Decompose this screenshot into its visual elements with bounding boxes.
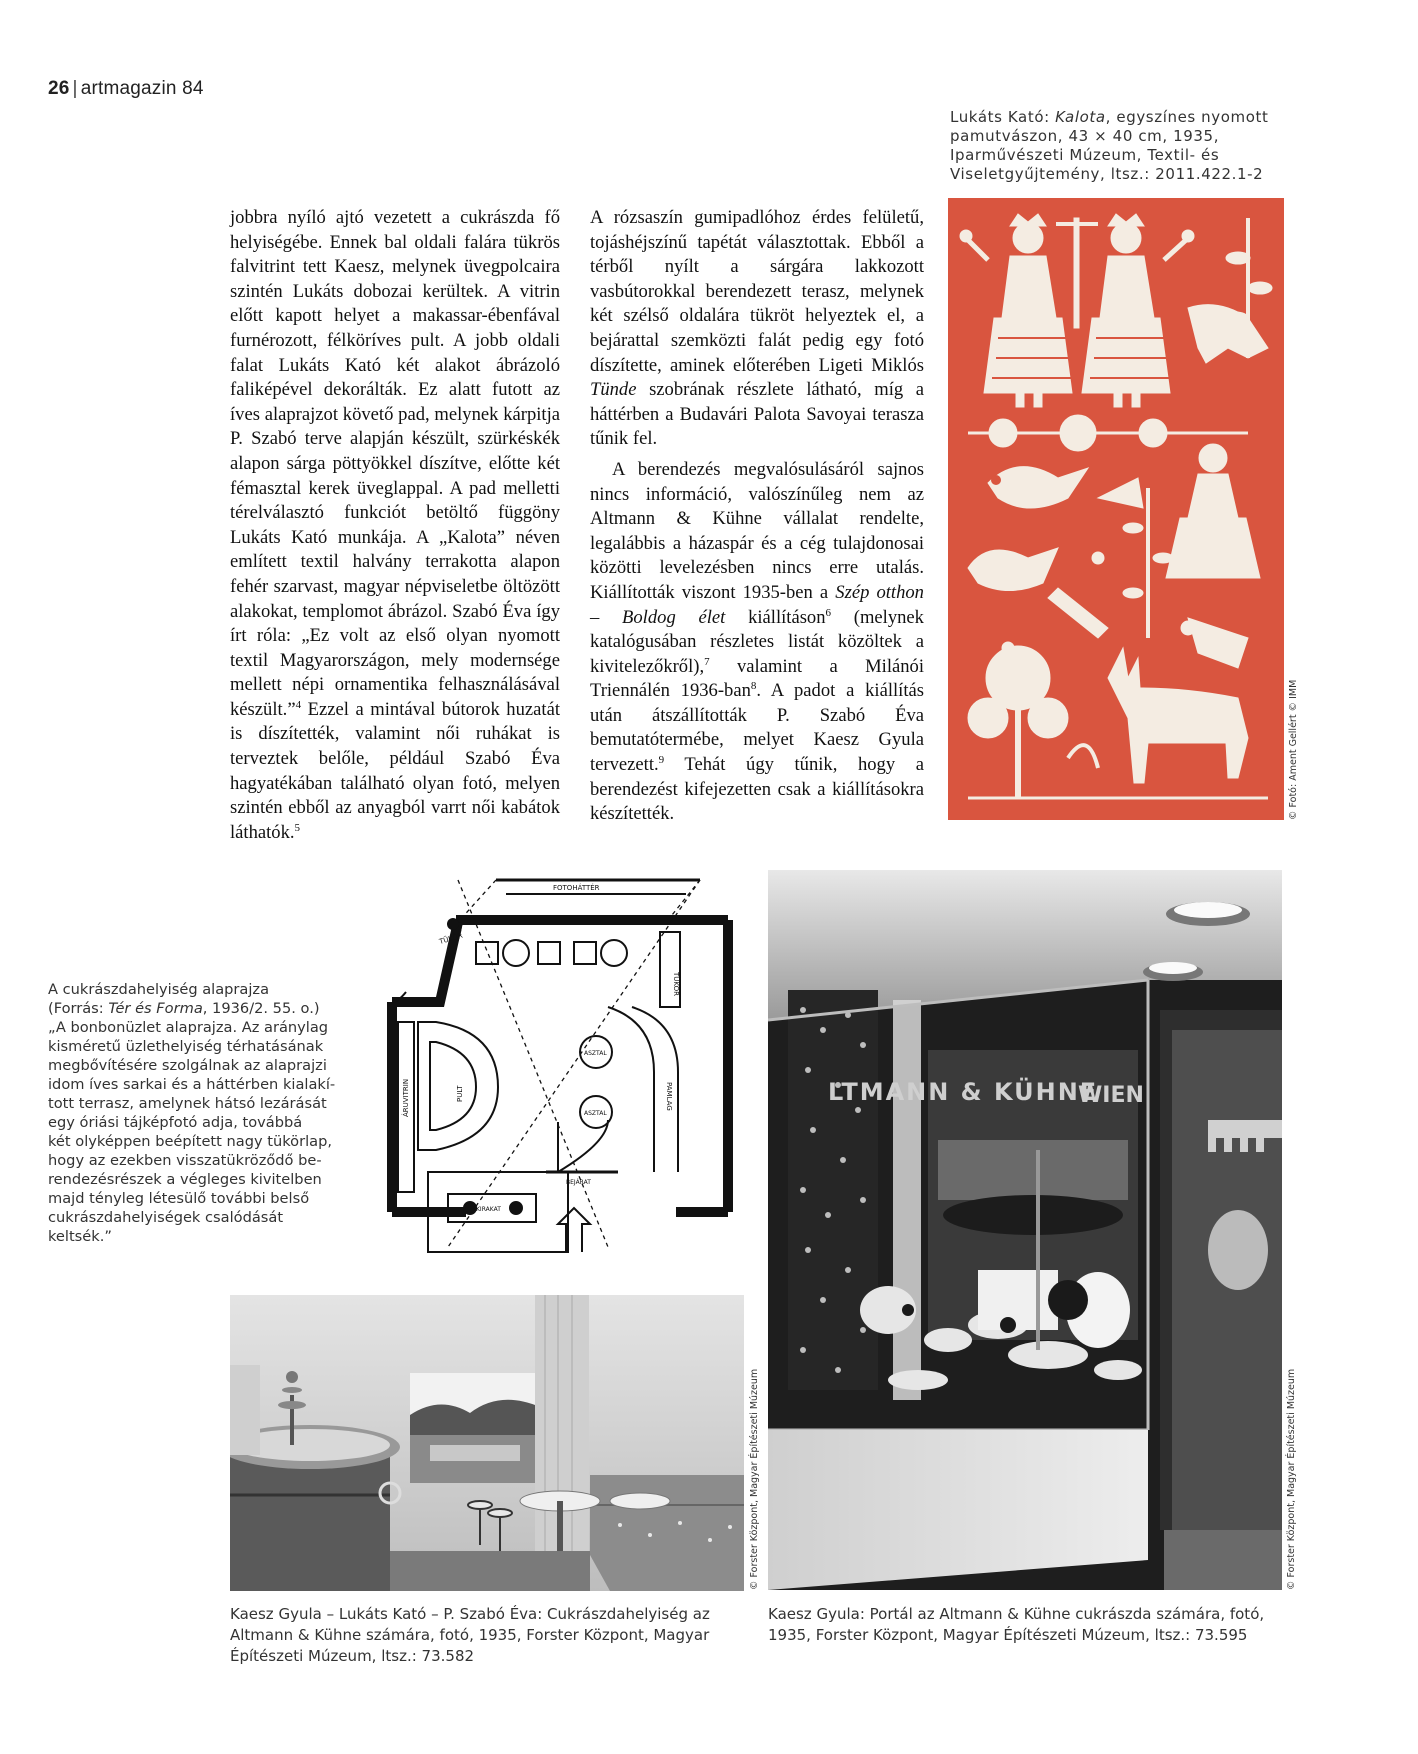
left-paragraph	[230, 206, 560, 845]
storefront-illustration	[768, 870, 1282, 1590]
plan-label-tukor-2: TÜKÖR	[672, 972, 680, 996]
storefront-caption-l2: 1935, Forster Központ, Magyar Építészeti Múzeum, ltsz.: 73.595	[768, 1626, 1248, 1644]
footnote-7: 7	[704, 655, 710, 668]
textile-caption-title: Kalota	[1055, 108, 1106, 126]
plan-label-aruvitrin: ÁRUVITRIN	[402, 1078, 410, 1117]
right-paragraph-1-end: szobrának részlete látható, míg a háttérben a Budavári Palota Savoyai terasza tűnik fel.	[590, 379, 924, 450]
floorplan-caption	[48, 980, 348, 1246]
plan-label-asztal-2: ASZTAL	[584, 1110, 607, 1117]
page-number: 26	[48, 78, 70, 99]
floorplan-caption-l8: egy óriási tájképfotó adja, továbbá	[48, 1114, 303, 1131]
footnote-6: 6	[825, 606, 832, 619]
plan-label-tukor-1: TÜKÖR	[438, 931, 464, 946]
plan-label-kirakat: KIRAKAT	[476, 1206, 501, 1213]
floorplan-caption-l5: megbővítésére szolgálnak az alaprajzi	[48, 1057, 327, 1074]
header-separator: |	[72, 78, 78, 99]
interior-photo-credit: © Forster Központ, Magyar Építészeti Múzeum	[749, 1368, 760, 1590]
page-header	[48, 78, 204, 100]
floorplan-caption-l9: két olyképpen beépített nagy tükörlap,	[48, 1133, 332, 1150]
textile-caption	[950, 108, 1280, 184]
floorplan-caption-l1: A cukrászdahelyiség alaprajza	[48, 981, 270, 998]
floorplan-caption-l2-pre: (Forrás:	[48, 1000, 109, 1017]
textile-caption-line2: pamutvászon, 43 × 40 cm, 1935,	[950, 127, 1220, 145]
right-paragraph-1-text: A rózsaszín gumipadlóhoz érdes felületű, tojáshéjszínű tapétát választottak. Ebből a térből nyílt a sárgára lakkozott vasbútorokkal berendezett terasz, melynek két szélső oldalára tükröt helyeztek el, a bejárattal szemközti falát pedig egy fotó díszítette, aminek előterében Ligeti Miklós	[590, 207, 924, 376]
ter-es-forma-title: Tér és Forma	[108, 1000, 203, 1017]
textile-caption-line3: Iparművészeti Múzeum, Textil- és	[950, 146, 1220, 164]
floorplan-caption-l12: majd tényleg létesülő további belső	[48, 1190, 310, 1207]
tunde-title: Tünde	[590, 379, 637, 401]
floorplan-caption-l11: rendezésrészek a végleges kivitelben	[48, 1171, 322, 1188]
plan-label-bejarat: BEJÁRAT	[566, 1179, 591, 1186]
interior-caption-l3: Építészeti Múzeum, ltsz.: 73.582	[230, 1647, 475, 1665]
right-paragraph-2-b: kiállításon	[725, 606, 826, 628]
left-paragraph-text-1: jobbra nyíló ajtó vezetett a cukrászda fő helyiségébe. Ennek bal oldali falára tükrös falvitrint tett Kaesz, melynek üvegpolcaira szintén Lukáts dobozai kerültek. A vitrin előtt kapott helyet a makassar-ébenfával furnérozott, félköríves pult. A jobb oldali falat Lukáts Kató két alakot ábrázoló faliképével dekorálták. Ez alatt futott az íves alaprajzot követő pad, melynek kárpitja P. Szabó terve alapján készült, szürkéskék alapon sárga pöttyökkel díszítve, előtte két fémasztal kerek üveglappal. A pad melletti térelválasztó funkciót betöltő függöny Lukáts Kató munkája. A „Kalota” néven említett textil halvány terrakotta alapon fehér szarvast, magyar népviseletbe öltözött alakokat, templomot ábrázol. Szabó Éva így írt róla: „Ez volt az első olyan nyomott textil Magyarországon, mely modernsége mellett népi ornamentika felhasználásával készült.”	[230, 207, 560, 720]
interior-caption-l2: Altmann & Kühne számára, fotó, 1935, Forster Központ, Magyar	[230, 1626, 710, 1644]
storefront-photo-credit: © Forster Központ, Magyar Építészeti Múzeum	[1286, 1368, 1297, 1590]
right-paragraph-1	[590, 206, 924, 452]
plan-label-asztal-1: ASZTAL	[584, 1050, 607, 1057]
magazine-name: artmagazin 84	[80, 78, 204, 99]
plan-label-pult: PULT	[456, 1085, 464, 1102]
left-paragraph-text-2: Ezzel a mintával bútorok huzatát is díszítették, valamint női ruhákat is terveztek belőle, például Szabó Éva hagyatékában található olyan fotó, melyen szintén ebből az anyagból varrt női kabátok láthatók.	[230, 698, 560, 843]
interior-illustration	[230, 1295, 744, 1591]
floorplan-caption-l3: „A bonbonüzlet alaprajza. Az aránylag	[48, 1019, 329, 1036]
floorplan-caption-l2-post: , 1936/2. 55. o.)	[202, 1000, 320, 1017]
textile-caption-line4: Viseletgyűjtemény, ltsz.: 2011.422.1-2	[950, 165, 1264, 183]
right-paragraph-2-a: A berendezés megvalósulásáról sajnos nincs információ, valószínűleg nem az Altmann & Kühne vállalat rendelte, legalábbis a házaspár és a cég tulajdonosai közötti levelezésben nincs erre utalás. Kiállították viszont 1935-ben a	[590, 458, 924, 603]
interior-caption	[230, 1604, 750, 1667]
textile-photo-credit: © Fotó: Ament Gellért © IMM	[1288, 679, 1299, 820]
footnote-8: 8	[750, 680, 757, 693]
footnote-5: 5	[294, 821, 301, 834]
right-paragraph-2-e: . A padot a kiállítás után átszállították P. Szabó Éva bemutatótermébe, melyet Kaesz Gyula tervezett.	[590, 680, 924, 776]
plan-label-fotohatter: FOTOHÁTTÉR	[553, 884, 600, 892]
right-paragraph-2-c: (melynek katalógusában részletes listát közöltek a kivitelezőkről),	[590, 606, 924, 677]
storefront-sign-brand: LTMANN & KÜHNE	[828, 1078, 1099, 1106]
storefront-caption	[768, 1604, 1288, 1646]
storefront-sign-city: WIEN	[1078, 1083, 1144, 1108]
plan-label-pamlag: PAMLAG	[665, 1082, 673, 1111]
footnote-4: 4	[295, 698, 302, 711]
textile-caption-line1-pre: Lukáts Kató:	[950, 108, 1056, 126]
article-column-left	[230, 206, 560, 845]
storefront-caption-l1: Kaesz Gyula: Portál az Altmann & Kühne cukrászda számára, fotó,	[768, 1605, 1265, 1623]
floorplan-svg	[378, 872, 743, 1272]
right-paragraph-2-f: Tehát úgy tűnik, hogy a berendezést kifejezetten csak a kiállításokra készítették.	[590, 754, 924, 825]
storefront-photo	[768, 870, 1282, 1590]
floorplan-caption-l4: kisméretű üzlethelyiség térhatásának	[48, 1038, 324, 1055]
kalota-textile-pattern	[948, 198, 1284, 820]
textile-caption-line1-post: , egyszínes nyomott	[1105, 108, 1269, 126]
floorplan-caption-l6: idom íves sarkai és a háttérben kialakí-	[48, 1076, 336, 1093]
floorplan-caption-l13: cukrászdahelyiségek csalódását keltsék.”	[48, 1209, 284, 1245]
exhibition-title: Szép otthon – Boldog élet	[590, 581, 924, 628]
article-column-right	[590, 206, 924, 827]
floorplan-caption-l7: tott terrasz, amelynek hátsó lezárását	[48, 1095, 327, 1112]
interior-photo	[230, 1295, 744, 1591]
interior-caption-l1: Kaesz Gyula – Lukáts Kató – P. Szabó Éva: Cukrászdahelyiség az	[230, 1605, 710, 1623]
kalota-textile-photo	[948, 198, 1284, 820]
floorplan-caption-l10: hogy az ezekben visszatükröződő be-	[48, 1152, 322, 1169]
floorplan-drawing	[378, 872, 743, 1272]
footnote-9: 9	[658, 753, 665, 766]
right-paragraph-2	[590, 458, 924, 827]
right-paragraph-2-d: valamint a Milánói Triennálén 1936-ban	[590, 655, 924, 702]
